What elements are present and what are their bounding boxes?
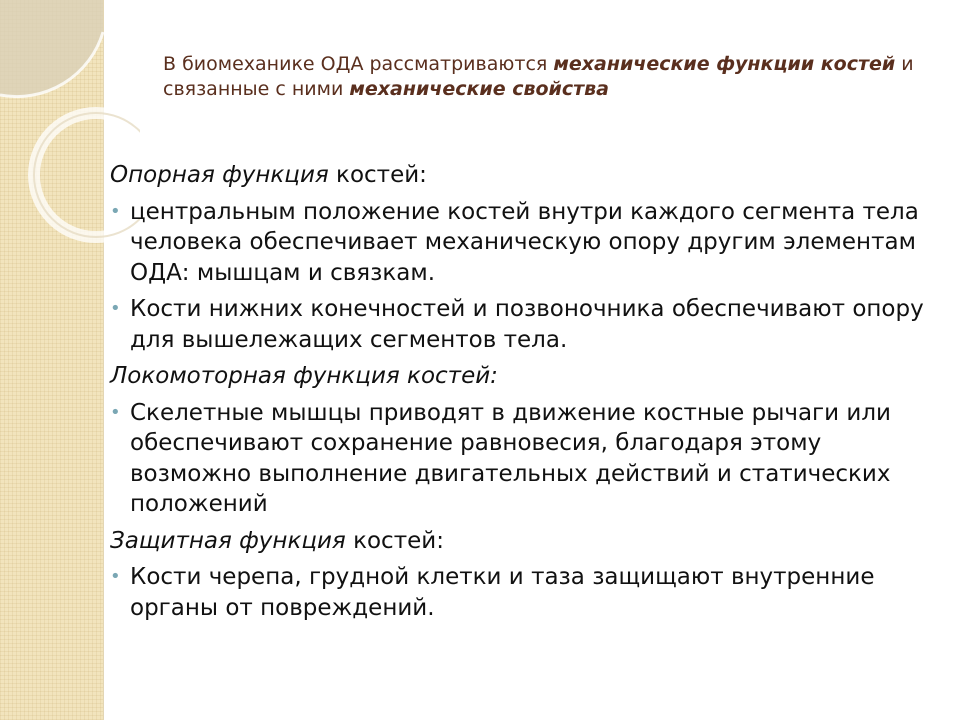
- list-item: [110, 294, 940, 355]
- bullet-list: [110, 197, 940, 356]
- title-text-1: В биомеханике ОДА рассматриваются: [163, 53, 554, 75]
- title-text-2: и связанные с ними: [163, 53, 914, 100]
- list-item: [110, 562, 940, 623]
- section-heading: [110, 361, 940, 392]
- title-emphasis-2: механические свойства: [349, 78, 609, 100]
- list-item-text: Скелетные мышцы приводят в движение костные рычаги или обеспечивают сохранение равновесия, благодаря этому возможно выполнение двигательных действий и статических положений: [130, 399, 891, 517]
- list-item-text: Кости нижних конечностей и позвоночника обеспечивают опору для вышележащих сегментов тела.: [130, 296, 924, 353]
- bullet-list: [110, 398, 940, 520]
- list-item-text: центральным положение костей внутри каждого сегмента тела человека обеспечивает механическую опору другим элементам ОДА: мышцам и связкам.: [130, 198, 919, 286]
- bullet-icon: •: [110, 200, 121, 222]
- section-locomotor: [110, 361, 940, 520]
- slide-title: [163, 52, 933, 102]
- bullet-icon: •: [110, 566, 121, 587]
- heading-italic: Опорная функция: [110, 162, 329, 188]
- title-emphasis-1: механические функции костей: [553, 53, 896, 75]
- heading-rest: костей:: [328, 162, 427, 188]
- list-item-text: Кости черепа, грудной клетки и таза защищают внутренние органы от повреждений.: [130, 564, 875, 621]
- section-heading: [110, 160, 940, 191]
- bullet-list: [110, 562, 940, 623]
- bullet-icon: •: [110, 401, 121, 423]
- section-support: [110, 160, 940, 355]
- section-protective: [110, 526, 940, 624]
- sidebar-divider: [103, 0, 104, 720]
- section-heading: [110, 526, 940, 557]
- heading-rest: костей:: [345, 527, 444, 554]
- heading-italic: Локомоторная функция костей:: [110, 363, 498, 389]
- list-item: [110, 197, 940, 289]
- slide-content: [110, 160, 940, 629]
- decorative-sidebar: [0, 0, 103, 720]
- bullet-icon: •: [110, 298, 121, 319]
- heading-italic: Защитная функция: [110, 527, 346, 554]
- list-item: [110, 398, 940, 520]
